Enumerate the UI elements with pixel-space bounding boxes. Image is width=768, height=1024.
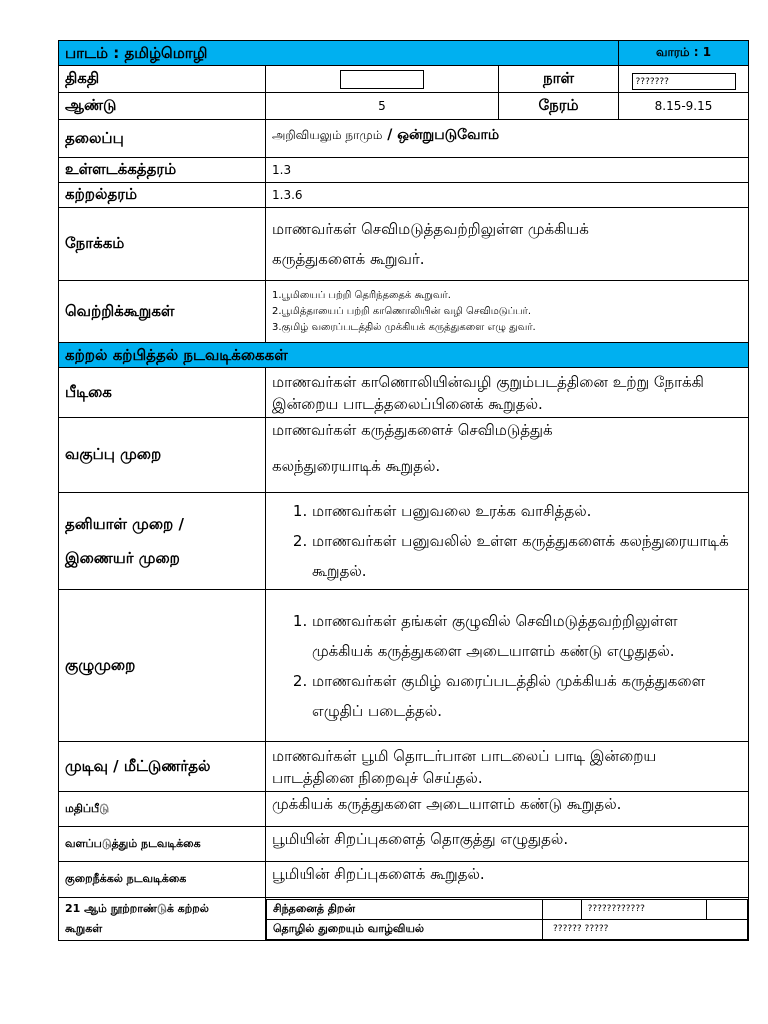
lesson-plan-table: [58, 40, 749, 941]
day-cell: [619, 66, 749, 93]
enrichment-text: பூமியின் சிறப்புகளைத் தொகுத்து எழுதுதல்.: [266, 827, 749, 862]
class-method-line-1: மாணவர்கள் கருத்துகளைச் செவிமடுத்துக்: [272, 421, 553, 439]
assessment-label: மதிப்பீடு: [59, 792, 266, 827]
objective-line-1: மாணவர்கள் செவிமடுத்தவற்றிலுள்ள முக்கியக்: [272, 220, 589, 238]
individual-label-a: தனியாள் முறை /: [65, 515, 184, 533]
time-label: நேரம்: [499, 93, 619, 120]
content-standard-value: 1.3: [266, 158, 749, 183]
objective-label: நோக்கம்: [59, 208, 266, 281]
remedial-label: குறைநீக்கல் நடவடிக்கை: [59, 862, 266, 898]
objective-value: [266, 208, 749, 281]
time-value: 8.15-9.15: [619, 93, 749, 120]
group-method-list: [266, 590, 749, 742]
individual-label-line-1: [65, 507, 259, 541]
skills-cell: [266, 898, 749, 941]
thinking-skill-end: [707, 899, 748, 919]
individual-item: 2. மாணவர்கள் பனுவலில் உள்ள கருத்துகளைக் கலந்துரையாடிக் கூறுதல்.: [312, 526, 742, 586]
class-method-label: வகுப்பு முறை: [59, 418, 266, 493]
date-input-box[interactable]: [340, 70, 424, 89]
assessment-text: முக்கியக் கருத்துகளை அடையாளம் கண்டு கூறுதல்.: [266, 792, 749, 827]
enrichment-label: வளப்படுத்தும் நடவடிக்கை: [59, 827, 266, 862]
activities-header: கற்றல் கற்பித்தல் நடவடிக்கைகள்: [59, 343, 749, 368]
class-method-text: [266, 418, 749, 493]
closure-label: முடிவு / மீட்டுணர்தல்: [59, 742, 266, 792]
skills-label-line-2: கூறுகள்: [65, 922, 103, 935]
group-item: 2. மாணவர்கள் குமிழ் வரைப்படத்தில் முக்கியக் கருத்துகளை எழுதிப் படைத்தல்.: [312, 666, 742, 726]
title-value: [266, 120, 749, 158]
individual-label-b: இணையர் முறை: [65, 549, 180, 567]
content-standard-label: உள்ளடக்கத்தரம்: [59, 158, 266, 183]
subject-header: பாடம் : தமிழ்மொழி: [59, 41, 619, 66]
thinking-skill-label: சிந்தனைத் திறன்: [267, 899, 543, 919]
date-cell: [266, 66, 499, 93]
success-criteria-list: [266, 281, 749, 343]
career-skill-label: தொழில் துறையும் வாழ்வியல்: [267, 919, 543, 939]
learning-standard-value: 1.3.6: [266, 183, 749, 208]
group-item: 1. மாணவர்கள் தங்கள் குழுவில் செவிமடுத்தவற்றிலுள்ள முக்கியக் கருத்துகளை அடையாளம் கண்டு எழுதுதல்.: [312, 606, 742, 666]
success-criteria-label: வெற்றிக்கூறுகள்: [59, 281, 266, 343]
class-method-line-2: கலந்துரையாடிக் கூறுதல்.: [272, 457, 441, 475]
individual-method-label: [59, 493, 266, 590]
title-prefix: அறிவியலும் நாமும்: [272, 128, 383, 142]
year-value: 5: [266, 93, 499, 120]
group-method-label: குழுமுறை: [59, 590, 266, 742]
induction-text: மாணவர்கள் காணொலியின்வழி குறும்படத்தினை உற்று நோக்கி இன்றைய பாடத்தலைப்பினைக் கூறுதல்.: [266, 368, 749, 418]
skills-label: [59, 898, 266, 941]
skills-label-line-1: 21 ஆம் நூற்றாண்டுக் கற்றல்: [65, 902, 209, 915]
title-label: தலைப்பு: [59, 120, 266, 158]
criteria-item: 2.பூமித்தாயைப் பற்றி காணொலியின் வழி செவிமடுப்பர்.: [272, 305, 532, 317]
thinking-skill-blank: [543, 899, 582, 919]
career-skill-value: ?????? ?????: [543, 919, 748, 939]
day-label: நாள்: [499, 66, 619, 93]
induction-label: பீடிகை: [59, 368, 266, 418]
thinking-skill-value: ????????????: [581, 899, 707, 919]
objective-line-2: கருத்துகளைக் கூறுவர்.: [272, 250, 425, 268]
skills-table: [266, 899, 748, 940]
year-label: ஆண்டு: [59, 93, 266, 120]
title-suffix: / ஒன்றுபடுவோம்: [382, 127, 500, 143]
remedial-text: பூமியின் சிறப்புகளைக் கூறுதல்.: [266, 862, 749, 898]
day-value[interactable]: ???????: [632, 73, 736, 90]
criteria-item: 1.பூமியைப் பற்றி தெரிந்ததைக் கூறுவர்.: [272, 289, 451, 301]
learning-standard-label: கற்றல்தரம்: [59, 183, 266, 208]
date-label: திகதி: [59, 66, 266, 93]
individual-method-list: [266, 493, 749, 590]
individual-item: 1. மாணவர்கள் பனுவலை உரக்க வாசித்தல்.: [312, 496, 742, 526]
closure-text: மாணவர்கள் பூமி தொடர்பான பாடலைப் பாடி இன்றைய பாடத்தினை நிறைவுச் செய்தல்.: [266, 742, 749, 792]
week-header: வாரம் : 1: [619, 41, 749, 66]
criteria-item: 3.குமிழ் வரைப்படத்தில் முக்கியக் கருத்துகளை எழு துவர்.: [272, 321, 536, 333]
